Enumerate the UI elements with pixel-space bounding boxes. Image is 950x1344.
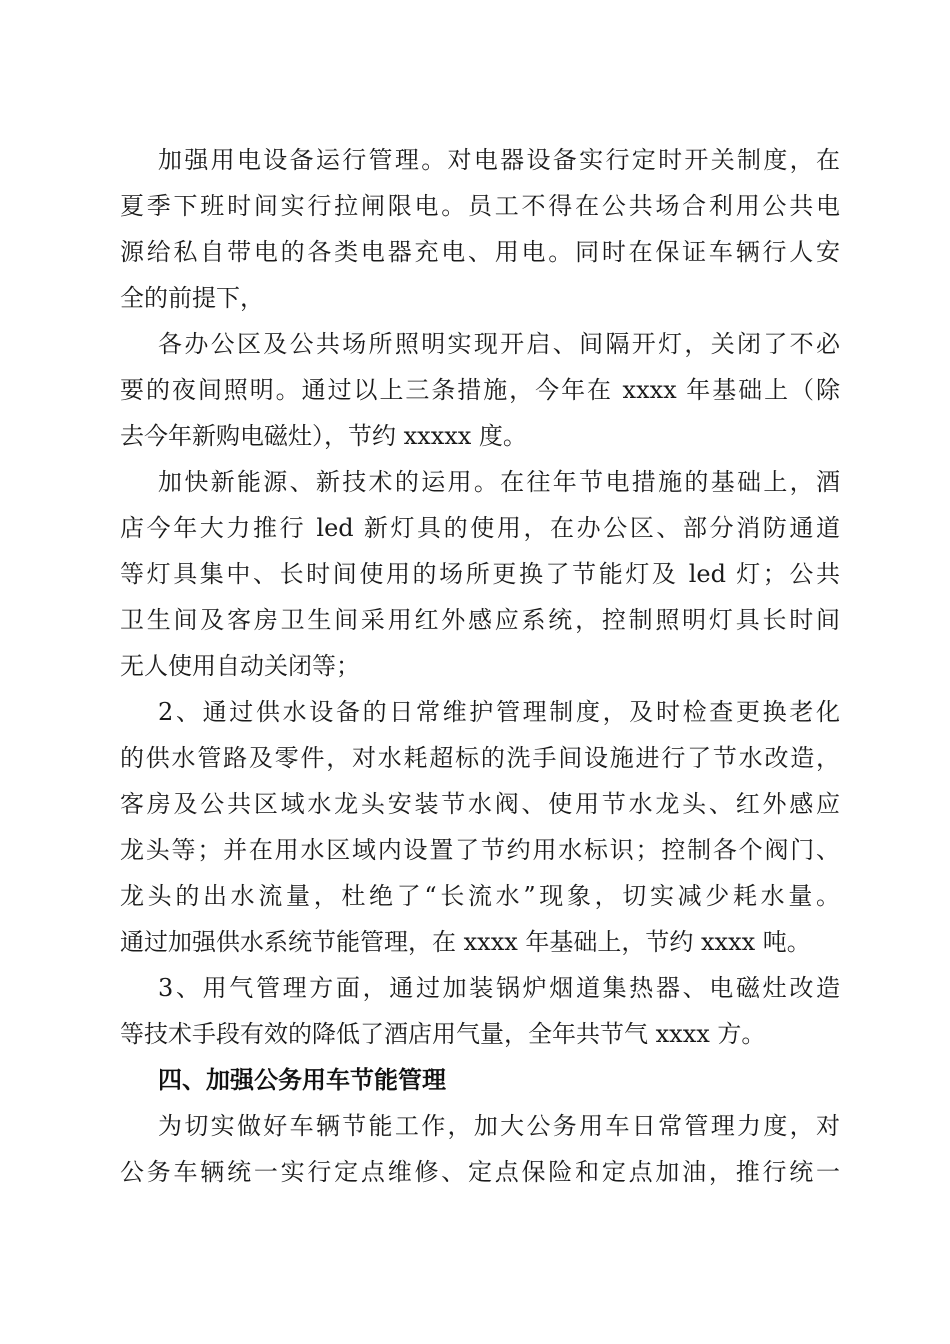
paragraph-line: 加强用电设备运行管理。对电器设备实行定时开关制度，在	[158, 146, 840, 174]
paragraph-line: 通过加强供水系统节能管理，在 xxxx 年基础上，节约 xxxx 吨。	[120, 928, 811, 956]
paragraph-line: 全的前提下，	[120, 284, 264, 312]
paragraph-line: 店今年大力推行 led 新灯具的使用，在办公区、部分消防通道	[120, 514, 840, 542]
paragraph-line: 源给私自带电的各类电器充电、用电。同时在保证车辆行人安	[120, 238, 840, 266]
paragraph-line: 公务车辆统一实行定点维修、定点保险和定点加油，推行统一	[120, 1158, 840, 1186]
paragraph-line: 客房及公共区域水龙头安装节水阀、使用节水龙头、红外感应	[120, 790, 840, 818]
paragraph-line: 要的夜间照明。通过以上三条措施，今年在 xxxx 年基础上（除	[120, 376, 840, 404]
paragraph-line: 的供水管路及零件，对水耗超标的洗手间设施进行了节水改造，	[120, 744, 840, 772]
paragraph-line: 为切实做好车辆节能工作，加大公务用车日常管理力度，对	[158, 1112, 840, 1140]
section-heading: 四、加强公务用车节能管理	[158, 1066, 446, 1094]
paragraph-line: 去今年新购电磁灶），节约 xxxxx 度。	[120, 422, 527, 450]
paragraph-line: 等灯具集中、长时间使用的场所更换了节能灯及 led 灯；公共	[120, 560, 840, 588]
paragraph-line: 卫生间及客房卫生间采用红外感应系统，控制照明灯具长时间	[120, 606, 840, 634]
paragraph-line: 加快新能源、新技术的运用。在往年节电措施的基础上，酒	[158, 468, 840, 496]
paragraph-line: 龙头等；并在用水区域内设置了节约用水标识；控制各个阀门、	[120, 836, 840, 864]
paragraph-line: 等技术手段有效的降低了酒店用气量，全年共节气 xxxx 方。	[120, 1020, 766, 1048]
paragraph-line: 3、用气管理方面，通过加装锅炉烟道集热器、电磁灶改造	[158, 974, 840, 1002]
paragraph-line: 各办公区及公共场所照明实现开启、间隔开灯，关闭了不必	[158, 330, 840, 358]
paragraph-line: 2、通过供水设备的日常维护管理制度，及时检查更换老化	[158, 698, 840, 726]
paragraph-line: 夏季下班时间实行拉闸限电。员工不得在公共场合利用公共电	[120, 192, 840, 220]
paragraph-line: 龙头的出水流量，杜绝了“长流水”现象，切实减少耗水量。	[120, 882, 840, 910]
paragraph-line: 无人使用自动关闭等；	[120, 652, 360, 680]
